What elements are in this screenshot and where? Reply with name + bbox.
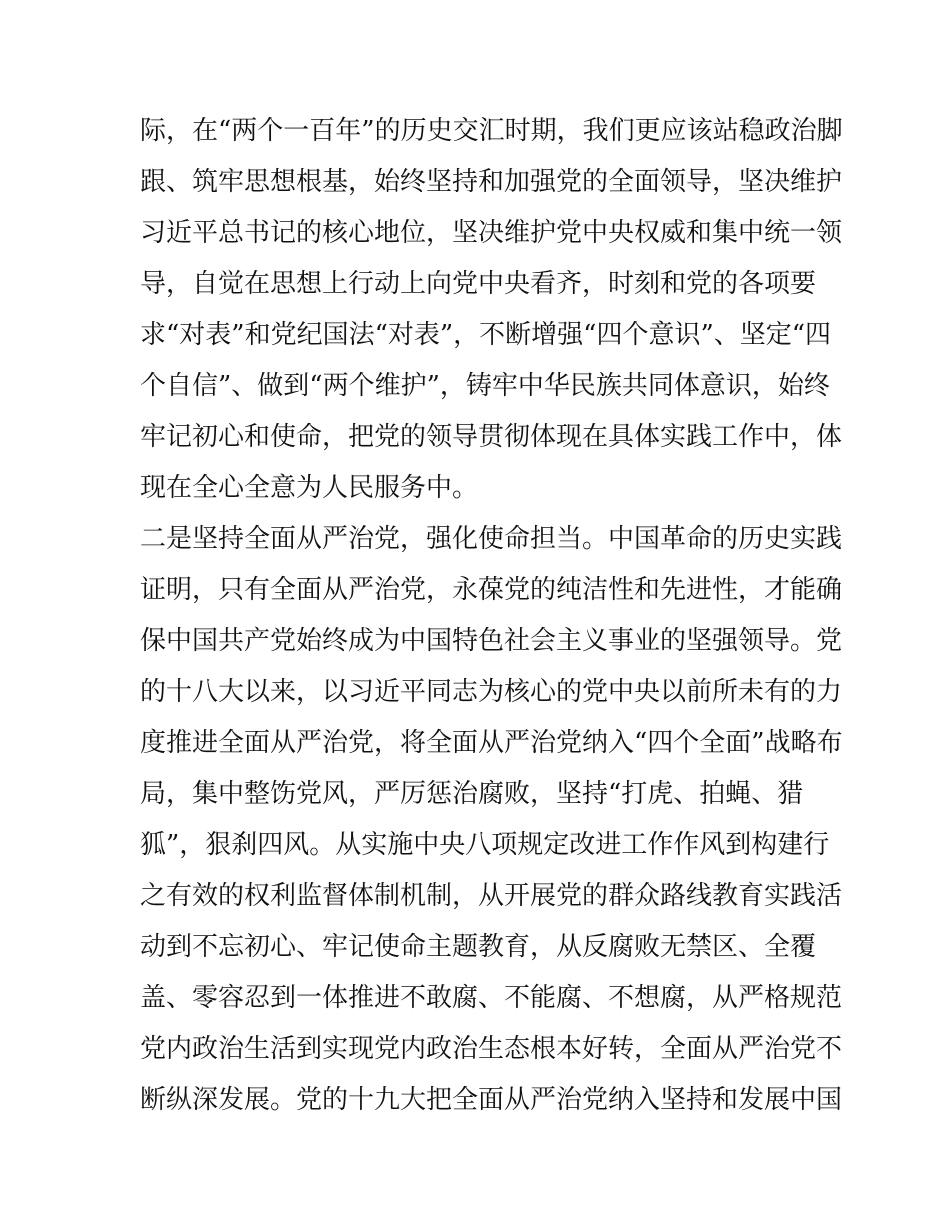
text-line: 导，自觉在思想上行动上向党中央看齐，时刻和党的各项要 (140, 269, 817, 299)
text-line: 习近平总书记的核心地位，坚决维护党中央权威和集中统一领 (140, 218, 843, 248)
body-text (140, 106, 843, 1126)
text-line: 牢记初心和使命，把党的领导贯彻体现在具体实践工作中，体 (140, 422, 843, 452)
text-line: 证明，只有全面从严治党，永葆党的纯洁性和先进性，才能确 (140, 575, 843, 605)
text-line: 现在全心全意为人民服务中。 (140, 473, 479, 503)
text-line: 个自信”、做到“两个维护”，铸牢中华民族共同体意识，始终 (140, 371, 830, 401)
text-line: 党内政治生活到实现党内政治生态根本好转，全面从严治党不 (140, 1034, 843, 1064)
text-line: 跟、筑牢思想根基，始终坚持和加强党的全面领导，坚决维护 (140, 167, 843, 197)
text-line: 之有效的权利监督体制机制，从开展党的群众路线教育实践活 (140, 881, 843, 911)
text-line: 局，集中整饬党风，严厉惩治腐败，坚持“打虎、拍蝇、猎 (140, 779, 804, 809)
text-line: 动到不忘初心、牢记使命主题教育，从反腐败无禁区、全覆 (140, 932, 817, 962)
text-line: 盖、零容忍到一体推进不敢腐、不能腐、不想腐，从严格规范 (140, 983, 843, 1013)
text-line: 二是坚持全面从严治党，强化使命担当。中国革命的历史实践 (140, 524, 843, 554)
text-line: 断纵深发展。党的十九大把全面从严治党纳入坚持和发展中国 (140, 1085, 843, 1115)
text-line: 际，在“两个一百年”的历史交汇时期，我们更应该站稳政治脚 (140, 116, 843, 146)
text-line: 的十八大以来，以习近平同志为核心的党中央以前所未有的力 (140, 677, 843, 707)
text-line: 求“对表”和党纪国法“对表”，不断增强“四个意识”、坚定“四 (140, 320, 832, 350)
text-line: 保中国共产党始终成为中国特色社会主义事业的坚强领导。党 (140, 626, 843, 656)
text-line: 狐”，狠刹四风。从实施中央八项规定改进工作作风到构建行 (140, 830, 830, 860)
text-line: 度推进全面从严治党，将全面从严治党纳入“四个全面”战略布 (140, 728, 843, 758)
